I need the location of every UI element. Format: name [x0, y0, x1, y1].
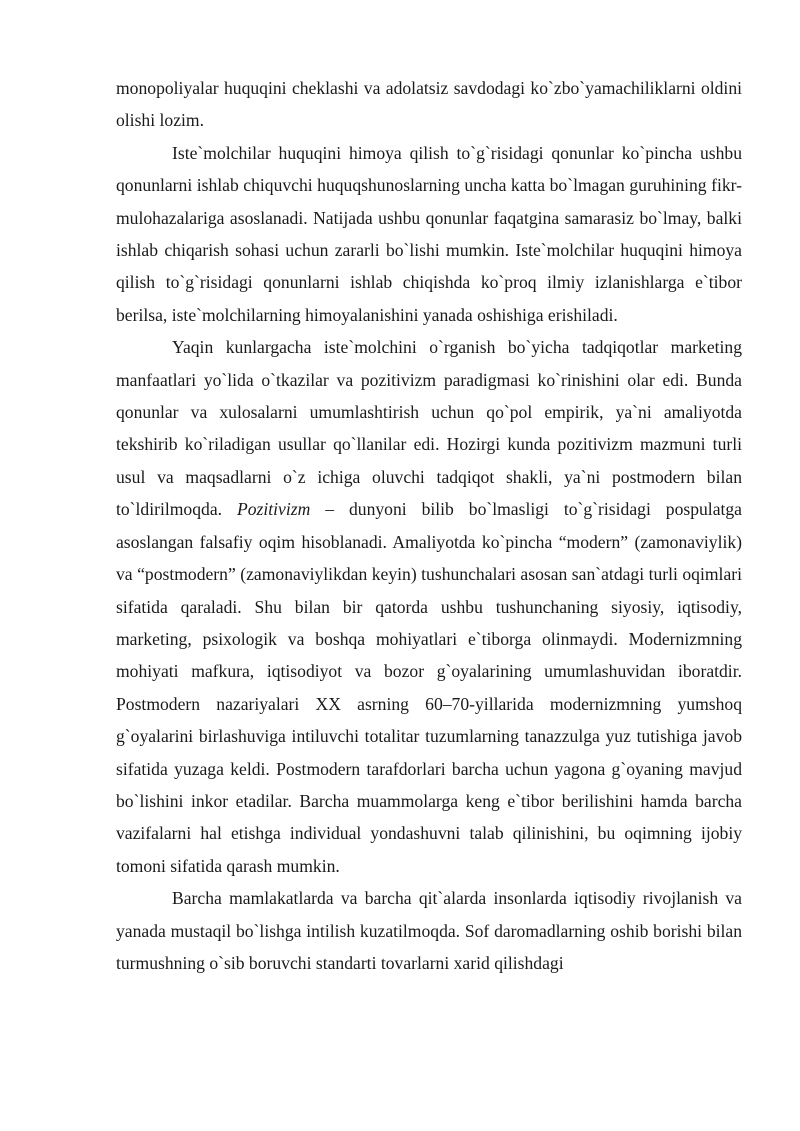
paragraph-4: Barcha mamlakatlarda va barcha qit`alarda insonlarda iqtisodiy rivojlanish va yanada mustaqil bo`lishga intilish kuzatilmoqda. Sof daromadlarning oshib borishi bilan turmushning o`sib boruvchi standarti tovarlarni xarid qilishdagi [116, 888, 742, 973]
italic-term-pozitivizm: Pozitivizm [236, 499, 311, 520]
paragraph-2: Iste`molchilar huquqini himoya qilish to`g`risidagi qonunlar ko`pincha ushbu qonunlarni ishlab chiquvchi huquqshunoslarning uncha katta bo`lmagan guruhining fikr-mulohazalariga asoslanadi. Natijada ushbu qonunlar faqatgina samarasiz bo`lmay, balki ishlab chiqarish sohasi uchun zararli bo`lishi mumkin. Iste`molchilar huquqini himoya qilish to`g`risidagi qonunlarni ishlab chiqishda ko`proq ilmiy izlanishlarga e`tibor berilsa, iste`molchilarning himoyalanishini yanada oshishiga erishiladi. [116, 142, 742, 325]
paragraph-3 [116, 331, 742, 882]
paragraph-1: monopoliyalar huquqini cheklashi va adolatsiz savdodagi ko`zbo`yamachiliklarni oldini olishi lozim. [116, 78, 742, 131]
paragraph-3-text-after: – dunyoni bilib bo`lmasligi to`g`risidagi pospulatga asoslangan falsafiy oqim hisoblanadi. Amaliyotda ko`pincha “modern” (zamonaviylik) va “postmodern” (zamonaviylikdan keyin) tushunchalari asosan san`atdagi turli oqimlari sifatida qaraladi. Shu bilan bir qatorda ushbu tushunchaning siyosiy, iqtisodiy, marketing, psixologik va boshqa mohiyatlari e`tiborga olinmaydi. Modernizmning mohiyati mafkura, iqtisodiyot va bozor g`oyalarining umumlashuvidan iboratdir. Postmodern nazariyalari XX asrning 60–70-yillarida modernizmning yumshoq g`oyalarini birlashuviga intiluvchi totalitar tuzumlarning tanazzulga yuz tutishiga javob sifatida yuzaga keldi. Postmodern tarafdorlari barcha uchun yagona g`oyaning mavjud bo`lishini inkor etadilar. Barcha muammolarga keng e`tibor berilishini hamda barcha vazifalarni hal etishga individual yondashuvni talab qilinishini, bu oqimning ijobiy tomoni sifatida qarash mumkin. [116, 499, 742, 876]
document-page [116, 72, 742, 979]
paragraph-3-text-before: Yaqin kunlargacha iste`molchini o`rganish bo`yicha tadqiqotlar marketing manfaatlari yo`lida o`tkazilar va pozitivizm paradigmasi ko`rinishini olar edi. Bunda qonunlar va xulosalarni umumlashtirish uchun qo`pol empirik, ya`ni amaliyotda tekshirib ko`riladigan usullar qo`llanilar edi. Hozirgi kunda pozitivizm mazmuni turli usul va maqsadlarni o`z ichiga oluvchi tadqiqot shakli, ya`ni postmodern bilan to`ldirilmoqda. [116, 337, 742, 520]
